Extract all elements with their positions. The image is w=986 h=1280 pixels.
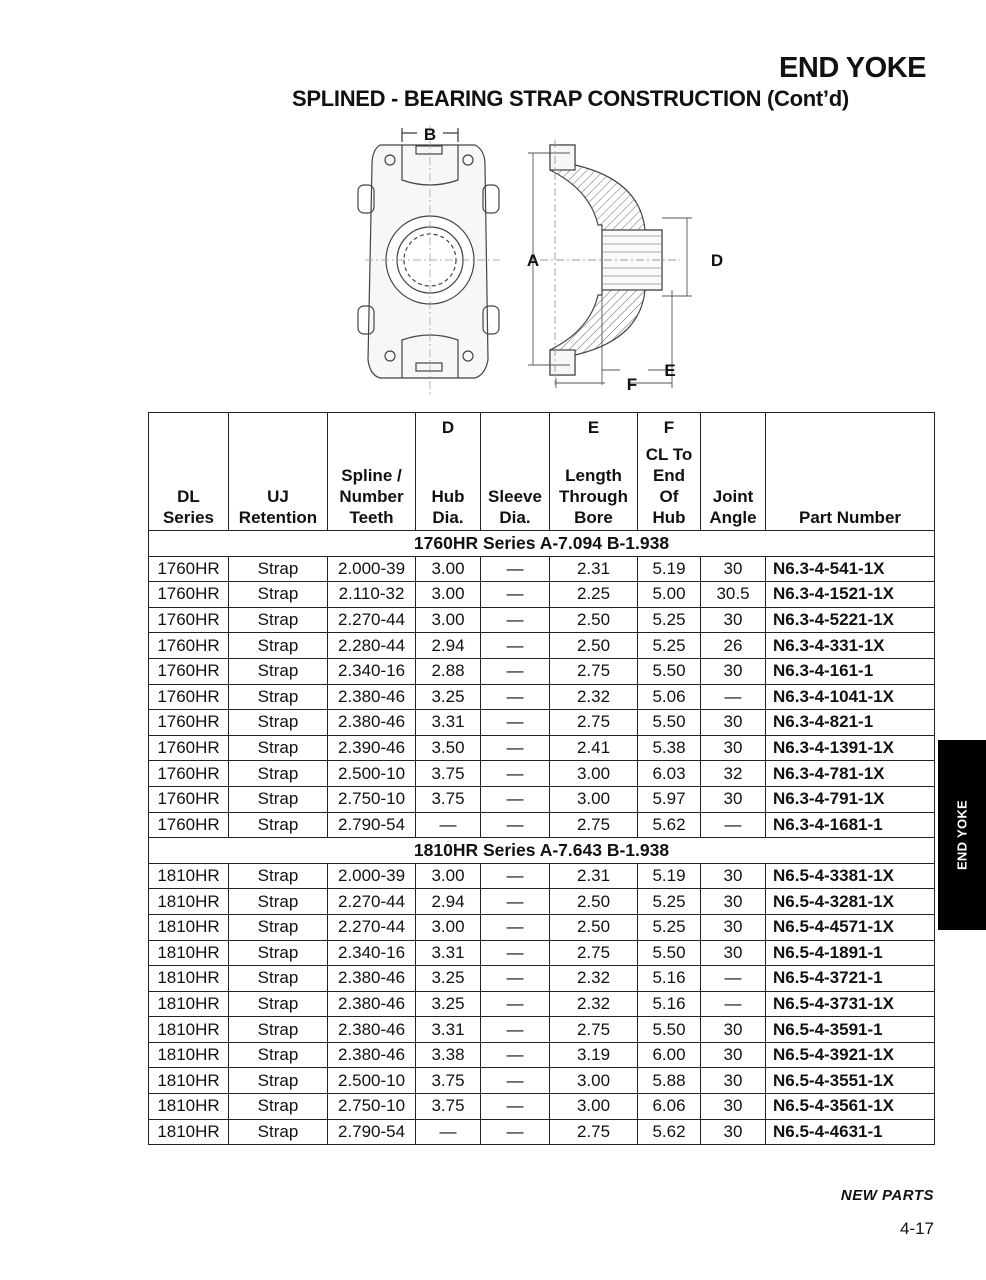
table-cell: 6.03	[638, 761, 701, 787]
column-header	[149, 413, 229, 531]
table-row	[149, 556, 935, 582]
table-cell: 5.25	[638, 914, 701, 940]
table-cell: 2.32	[550, 966, 638, 992]
table-cell: —	[701, 966, 766, 992]
table-cell: Strap	[229, 710, 328, 736]
table-cell: 2.50	[550, 889, 638, 915]
table-cell: —	[481, 658, 550, 684]
table-row	[149, 761, 935, 787]
table-cell: 32	[701, 761, 766, 787]
table-cell: —	[481, 556, 550, 582]
column-dimension-letter: D	[441, 418, 455, 437]
table-cell: 1810HR	[149, 863, 229, 889]
table-cell: 1760HR	[149, 633, 229, 659]
table-cell: Strap	[229, 633, 328, 659]
page-number: 4-17	[899, 1219, 934, 1238]
table-cell: Strap	[229, 889, 328, 915]
table-cell: 30	[701, 658, 766, 684]
part-number-cell: N6.3-4-1391-1X	[766, 735, 935, 761]
table-cell: 3.31	[416, 940, 481, 966]
table-cell: —	[481, 966, 550, 992]
table-cell: 2.94	[416, 889, 481, 915]
table-cell: 2.000-39	[328, 863, 416, 889]
dimension-label-d: D	[710, 251, 724, 270]
column-header-line: Part Number	[798, 508, 902, 527]
table-cell: 3.00	[416, 582, 481, 608]
table-cell: 3.75	[416, 1094, 481, 1120]
table-cell: 1810HR	[149, 940, 229, 966]
table-cell: 1810HR	[149, 1017, 229, 1043]
table-cell: —	[481, 940, 550, 966]
part-number-cell: N6.5-4-4571-1X	[766, 914, 935, 940]
dimension-label-f: F	[626, 375, 638, 394]
table-cell: 2.340-16	[328, 940, 416, 966]
table-cell: 5.25	[638, 607, 701, 633]
table-cell: 3.19	[550, 1042, 638, 1068]
table-cell: 2.340-16	[328, 658, 416, 684]
table-cell: 3.00	[550, 761, 638, 787]
table-cell: 3.75	[416, 1068, 481, 1094]
part-number-cell: N6.5-4-1891-1	[766, 940, 935, 966]
table-cell: 30	[701, 556, 766, 582]
section-header-row	[149, 531, 935, 557]
table-cell: —	[481, 812, 550, 838]
table-row	[149, 607, 935, 633]
table-cell: 2.41	[550, 735, 638, 761]
column-header-line: Series	[162, 508, 215, 527]
table-cell: —	[481, 889, 550, 915]
table-cell: 3.25	[416, 991, 481, 1017]
part-number-cell: N6.3-4-1521-1X	[766, 582, 935, 608]
table-cell: 3.75	[416, 761, 481, 787]
table-cell: 3.00	[550, 786, 638, 812]
table-cell: 2.380-46	[328, 966, 416, 992]
part-number-cell: N6.5-4-3561-1X	[766, 1094, 935, 1120]
table-row	[149, 633, 935, 659]
table-cell: 1810HR	[149, 889, 229, 915]
table-cell: —	[481, 710, 550, 736]
table-cell: Strap	[229, 1017, 328, 1043]
table-cell: 2.75	[550, 710, 638, 736]
table-cell: —	[416, 1119, 481, 1145]
table-cell: 2.270-44	[328, 889, 416, 915]
table-cell: 2.50	[550, 633, 638, 659]
spec-table	[148, 412, 935, 1145]
table-row	[149, 966, 935, 992]
part-number-cell: N6.3-4-821-1	[766, 710, 935, 736]
table-cell: 5.16	[638, 991, 701, 1017]
part-number-cell: N6.3-4-791-1X	[766, 786, 935, 812]
column-header	[481, 413, 550, 531]
table-cell: Strap	[229, 786, 328, 812]
table-row	[149, 684, 935, 710]
table-cell: Strap	[229, 1042, 328, 1068]
table-cell: 3.31	[416, 1017, 481, 1043]
table-cell: 1760HR	[149, 812, 229, 838]
column-header-line: DL	[177, 487, 200, 506]
table-cell: 3.00	[550, 1094, 638, 1120]
table-cell: 2.32	[550, 991, 638, 1017]
table-cell: Strap	[229, 1068, 328, 1094]
column-header-line: Dia.	[432, 508, 464, 527]
table-cell: 30	[701, 1068, 766, 1094]
table-cell: 2.790-54	[328, 1119, 416, 1145]
table-cell: —	[481, 684, 550, 710]
table-row	[149, 786, 935, 812]
part-number-cell: N6.5-4-3731-1X	[766, 991, 935, 1017]
part-number-cell: N6.5-4-3591-1	[766, 1017, 935, 1043]
part-number-cell: N6.5-4-3721-1	[766, 966, 935, 992]
table-cell: —	[481, 761, 550, 787]
table-cell: 3.38	[416, 1042, 481, 1068]
table-cell: Strap	[229, 914, 328, 940]
table-cell: 5.97	[638, 786, 701, 812]
column-header-line: End	[652, 466, 686, 485]
table-row	[149, 1119, 935, 1145]
table-cell: 3.00	[416, 556, 481, 582]
table-cell: 2.750-10	[328, 1094, 416, 1120]
table-cell: 2.380-46	[328, 684, 416, 710]
table-cell: 1760HR	[149, 658, 229, 684]
table-cell: 2.75	[550, 812, 638, 838]
table-cell: 2.380-46	[328, 710, 416, 736]
table-cell: 2.280-44	[328, 633, 416, 659]
table-cell: —	[481, 735, 550, 761]
column-header-line: Through	[559, 487, 628, 506]
column-header-line: Teeth	[349, 508, 394, 527]
table-cell: 2.750-10	[328, 786, 416, 812]
table-cell: 5.06	[638, 684, 701, 710]
table-cell: 3.75	[416, 786, 481, 812]
table-cell: —	[481, 786, 550, 812]
table-cell: Strap	[229, 658, 328, 684]
section-title: 1760HR Series A-7.094 B-1.938	[149, 531, 935, 557]
column-header-line: Spline /	[341, 466, 402, 485]
part-number-cell: N6.3-4-1681-1	[766, 812, 935, 838]
table-cell: Strap	[229, 1119, 328, 1145]
table-cell: 2.270-44	[328, 914, 416, 940]
table-cell: —	[701, 684, 766, 710]
table-row	[149, 889, 935, 915]
table-cell: 2.380-46	[328, 991, 416, 1017]
column-header	[550, 413, 638, 531]
table-cell: Strap	[229, 991, 328, 1017]
table-row	[149, 1068, 935, 1094]
column-header-line: Sleeve	[488, 487, 542, 506]
table-cell: 1810HR	[149, 914, 229, 940]
table-cell: 6.00	[638, 1042, 701, 1068]
table-cell: Strap	[229, 684, 328, 710]
table-cell: 30	[701, 710, 766, 736]
part-number-cell: N6.3-4-161-1	[766, 658, 935, 684]
dimension-label-a: A	[526, 251, 540, 270]
table-header-row	[149, 413, 935, 531]
table-cell: 30	[701, 786, 766, 812]
table-cell: 5.25	[638, 633, 701, 659]
page-subtitle: SPLINED - BEARING STRAP CONSTRUCTION (Cont’d)	[292, 86, 849, 111]
table-cell: —	[481, 1017, 550, 1043]
column-header	[701, 413, 766, 531]
table-cell: 30	[701, 1094, 766, 1120]
table-cell: 2.500-10	[328, 761, 416, 787]
table-cell: 2.110-32	[328, 582, 416, 608]
table-cell: 1810HR	[149, 1094, 229, 1120]
table-cell: 1810HR	[149, 1068, 229, 1094]
table-row	[149, 582, 935, 608]
table-cell: 5.00	[638, 582, 701, 608]
table-cell: 2.75	[550, 658, 638, 684]
part-number-cell: N6.3-4-1041-1X	[766, 684, 935, 710]
table-cell: 5.62	[638, 1119, 701, 1145]
table-row	[149, 914, 935, 940]
table-cell: 5.19	[638, 556, 701, 582]
table-cell: —	[481, 863, 550, 889]
table-cell: 30	[701, 863, 766, 889]
table-cell: Strap	[229, 761, 328, 787]
table-cell: 30	[701, 914, 766, 940]
table-cell: 3.00	[416, 607, 481, 633]
table-cell: —	[481, 1068, 550, 1094]
table-cell: —	[481, 582, 550, 608]
table-cell: —	[481, 991, 550, 1017]
side-tab-label: END YOKE	[954, 799, 970, 871]
table-row	[149, 1017, 935, 1043]
table-cell: 30	[701, 889, 766, 915]
table-cell: 2.500-10	[328, 1068, 416, 1094]
dimension-label-e: E	[664, 361, 676, 380]
table-cell: 2.380-46	[328, 1042, 416, 1068]
table-cell: —	[481, 607, 550, 633]
part-number-cell: N6.5-4-3381-1X	[766, 863, 935, 889]
table-cell: Strap	[229, 582, 328, 608]
column-header-line: Dia.	[499, 508, 531, 527]
table-cell: 30	[701, 1119, 766, 1145]
column-header	[328, 413, 416, 531]
table-cell: Strap	[229, 966, 328, 992]
table-cell: 3.00	[416, 863, 481, 889]
section-side-tab	[938, 740, 986, 930]
table-row	[149, 710, 935, 736]
column-header	[229, 413, 328, 531]
dimension-label-b: B	[423, 125, 437, 144]
table-cell: 1760HR	[149, 735, 229, 761]
table-row	[149, 1094, 935, 1120]
table-cell: 5.38	[638, 735, 701, 761]
column-header-line: Hub	[431, 487, 465, 506]
column-dimension-letter: F	[663, 418, 675, 437]
table-cell: 30	[701, 1042, 766, 1068]
table-cell: 30	[701, 1017, 766, 1043]
table-cell: 5.25	[638, 889, 701, 915]
table-cell: Strap	[229, 1094, 328, 1120]
column-header	[766, 413, 935, 531]
table-row	[149, 812, 935, 838]
table-cell: Strap	[229, 735, 328, 761]
table-cell: —	[481, 1119, 550, 1145]
table-cell: —	[701, 991, 766, 1017]
part-number-cell: N6.5-4-3281-1X	[766, 889, 935, 915]
table-cell: 2.32	[550, 684, 638, 710]
column-dimension-letter: E	[587, 418, 600, 437]
part-number-cell: N6.3-4-781-1X	[766, 761, 935, 787]
table-row	[149, 735, 935, 761]
part-number-cell: N6.5-4-3921-1X	[766, 1042, 935, 1068]
column-header-line: UJ	[267, 487, 289, 506]
table-cell: —	[481, 633, 550, 659]
table-cell: 1760HR	[149, 761, 229, 787]
part-number-cell: N6.5-4-4631-1	[766, 1119, 935, 1145]
page-title: END YOKE	[779, 52, 926, 84]
table-cell: 3.25	[416, 966, 481, 992]
table-cell: 2.31	[550, 556, 638, 582]
table-cell: 5.16	[638, 966, 701, 992]
table-cell: 1760HR	[149, 684, 229, 710]
table-row	[149, 658, 935, 684]
part-number-cell: N6.3-4-541-1X	[766, 556, 935, 582]
table-row	[149, 940, 935, 966]
column-header-line: Of	[659, 487, 679, 506]
column-header-line: CL To	[645, 445, 693, 464]
table-cell: 1760HR	[149, 582, 229, 608]
table-cell: 3.00	[416, 914, 481, 940]
table-cell: —	[481, 1094, 550, 1120]
column-header-line: Joint	[712, 487, 754, 506]
table-cell: Strap	[229, 556, 328, 582]
column-header-line: Angle	[709, 508, 757, 527]
table-cell: 5.19	[638, 863, 701, 889]
table-cell: —	[701, 812, 766, 838]
table-cell: —	[481, 1042, 550, 1068]
column-header-line: Bore	[574, 508, 613, 527]
table-cell: 1810HR	[149, 966, 229, 992]
table-cell: —	[416, 812, 481, 838]
table-cell: 5.50	[638, 1017, 701, 1043]
table-cell: 2.000-39	[328, 556, 416, 582]
table-cell: 30.5	[701, 582, 766, 608]
end-yoke-drawing	[340, 120, 740, 400]
table-cell: 5.88	[638, 1068, 701, 1094]
table-cell: 2.390-46	[328, 735, 416, 761]
table-cell: 2.75	[550, 1119, 638, 1145]
part-number-cell: N6.5-4-3551-1X	[766, 1068, 935, 1094]
table-cell: 1810HR	[149, 1119, 229, 1145]
table-cell: 30	[701, 940, 766, 966]
table-cell: 2.75	[550, 940, 638, 966]
table-cell: 5.50	[638, 710, 701, 736]
section-title: 1810HR Series A-7.643 B-1.938	[149, 838, 935, 864]
table-cell: Strap	[229, 863, 328, 889]
table-cell: 2.31	[550, 863, 638, 889]
table-body	[149, 531, 935, 1145]
table-cell: —	[481, 914, 550, 940]
table-cell: 1810HR	[149, 1042, 229, 1068]
table-cell: 1760HR	[149, 786, 229, 812]
table-cell: 6.06	[638, 1094, 701, 1120]
table-cell: 3.25	[416, 684, 481, 710]
table-cell: 5.50	[638, 658, 701, 684]
table-cell: 2.50	[550, 607, 638, 633]
column-header	[638, 413, 701, 531]
table-row	[149, 1042, 935, 1068]
table-cell: 2.790-54	[328, 812, 416, 838]
table-cell: 1760HR	[149, 710, 229, 736]
table-cell: 3.31	[416, 710, 481, 736]
column-header	[416, 413, 481, 531]
table-cell: 1760HR	[149, 607, 229, 633]
table-cell: 2.25	[550, 582, 638, 608]
table-cell: 5.62	[638, 812, 701, 838]
table-cell: 2.88	[416, 658, 481, 684]
table-cell: 5.50	[638, 940, 701, 966]
table-cell: 2.75	[550, 1017, 638, 1043]
column-header-line: Number	[339, 487, 404, 506]
table-cell: 1760HR	[149, 556, 229, 582]
table-cell: 26	[701, 633, 766, 659]
table-cell: 3.00	[550, 1068, 638, 1094]
column-header-line: Length	[565, 466, 622, 485]
part-number-cell: N6.3-4-331-1X	[766, 633, 935, 659]
table-cell: 3.50	[416, 735, 481, 761]
column-header-line: Hub	[652, 508, 686, 527]
table-cell: 30	[701, 607, 766, 633]
new-parts-label: NEW PARTS	[840, 1187, 934, 1204]
table-cell: Strap	[229, 940, 328, 966]
part-number-cell: N6.3-4-5221-1X	[766, 607, 935, 633]
section-header-row	[149, 838, 935, 864]
table-cell: Strap	[229, 607, 328, 633]
table-row	[149, 991, 935, 1017]
table-cell: 30	[701, 735, 766, 761]
table-cell: 2.380-46	[328, 1017, 416, 1043]
table-cell: 2.270-44	[328, 607, 416, 633]
table-cell: 2.94	[416, 633, 481, 659]
table-cell: 2.50	[550, 914, 638, 940]
table-cell: 1810HR	[149, 991, 229, 1017]
table-row	[149, 863, 935, 889]
table-cell: Strap	[229, 812, 328, 838]
column-header-line: Retention	[238, 508, 318, 527]
